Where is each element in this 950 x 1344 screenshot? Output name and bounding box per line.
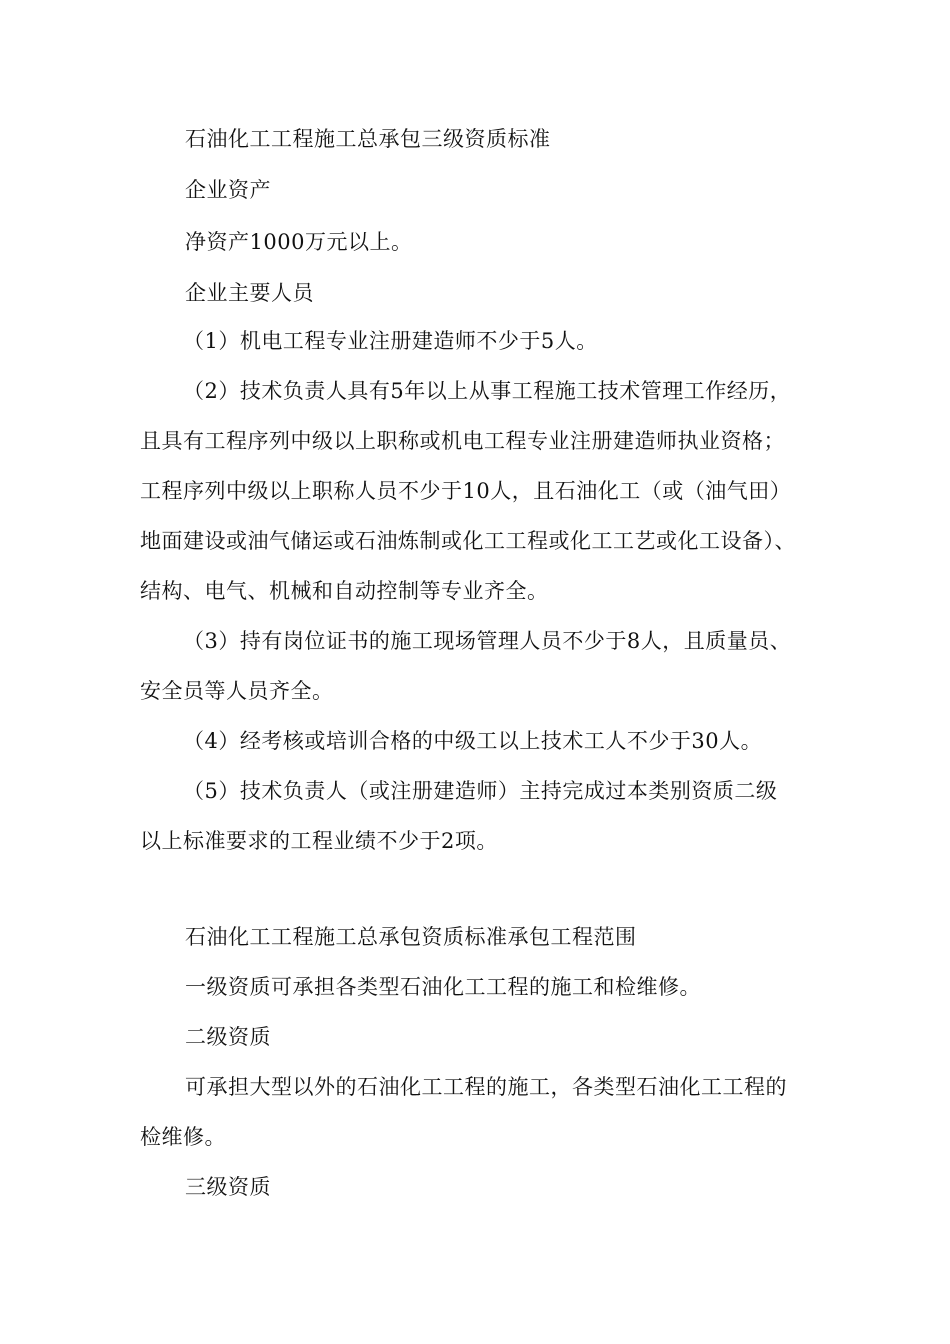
personnel-item-2-line-3: 工程序列中级以上职称人员不少于10人，且石油化工（或（油气田） xyxy=(140,479,792,503)
personnel-item-2-line-1: （2）技术负责人具有5年以上从事工程施工技术管理工作经历， xyxy=(183,379,792,403)
personnel-item-3-line-1: （3）持有岗位证书的施工现场管理人员不少于8人，且质量员、 xyxy=(183,629,792,653)
assets-heading: 企业资产 xyxy=(185,178,271,202)
personnel-item-2-line-4: 地面建设或油气储运或石油炼制或化工工程或化工工艺或化工设备）、 xyxy=(140,529,796,553)
section-title-grade3-standard: 石油化工工程施工总承包三级资质标准 xyxy=(185,127,551,151)
personnel-item-5-line-1: （5）技术负责人（或注册建造师）主持完成过本类别资质二级 xyxy=(183,779,778,803)
grade2-scope-line-1: 可承担大型以外的石油化工工程的施工，各类型石油化工工程的 xyxy=(185,1075,787,1099)
personnel-item-1: （1）机电工程专业注册建造师不少于5人。 xyxy=(183,329,598,353)
section-title-scope: 石油化工工程施工总承包资质标准承包工程范围 xyxy=(185,925,637,949)
personnel-item-2-line-5: 结构、电气、机械和自动控制等专业齐全。 xyxy=(140,579,549,603)
personnel-item-5-line-2: 以上标准要求的工程业绩不少于2项。 xyxy=(140,829,498,853)
personnel-item-3-line-2: 安全员等人员齐全。 xyxy=(140,679,334,703)
personnel-item-2-line-2: 且具有工程序列中级以上职称或机电工程专业注册建造师执业资格； xyxy=(140,429,785,453)
personnel-heading: 企业主要人员 xyxy=(185,281,314,305)
grade2-scope-line-2: 检维修。 xyxy=(140,1125,226,1149)
grade2-heading: 二级资质 xyxy=(185,1025,271,1049)
grade1-scope: 一级资质可承担各类型石油化工工程的施工和检维修。 xyxy=(185,975,701,999)
grade3-heading: 三级资质 xyxy=(185,1175,271,1199)
personnel-item-4: （4）经考核或培训合格的中级工以上技术工人不少于30人。 xyxy=(183,729,763,753)
assets-text: 净资产1000万元以上。 xyxy=(185,230,413,254)
